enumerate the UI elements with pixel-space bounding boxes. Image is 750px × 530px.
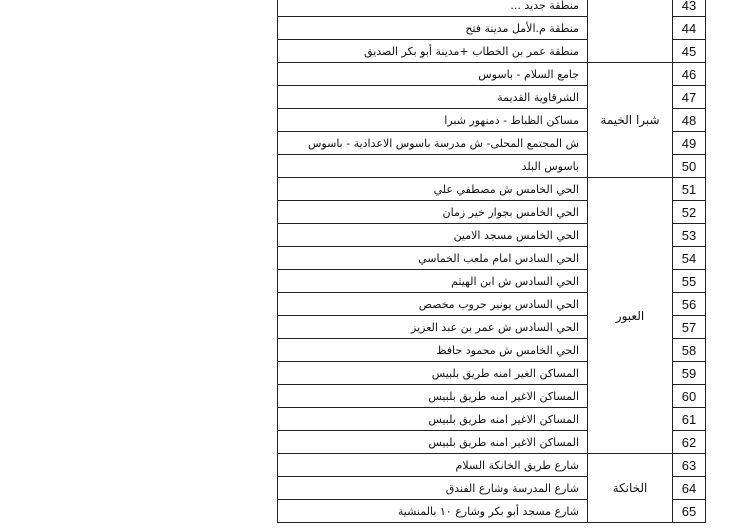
row-number: 49 [673,132,706,155]
location-cell: الحي السادس ش ابن الهيثم [278,270,588,293]
row-number: 51 [673,178,706,201]
location-cell: شارع طريق الخانكة السلام [278,454,588,477]
location-cell: الحي الخامس مسجد الامين [278,224,588,247]
location-cell: الحي السادس ش عمر بن عبد العزيز [278,316,588,339]
location-cell: المساكن الاغير امنه طريق بلبيس [278,431,588,454]
row-number: 48 [673,109,706,132]
row-number: 57 [673,316,706,339]
location-cell: الحي الخامس ش محمود حافظ [278,339,588,362]
row-number: 50 [673,155,706,178]
row-number: 45 [673,40,706,63]
location-cell: المساكن الغير امنه طريق بلبيس [278,362,588,385]
row-number: 64 [673,477,706,500]
row-number: 44 [673,17,706,40]
row-number: 54 [673,247,706,270]
locations-table [277,0,706,523]
area-al-khanka: الخانكة [588,454,673,523]
table-row [278,63,706,86]
row-number: 61 [673,408,706,431]
location-cell: شارع مسجد أبو بكر وشارع ١٠ بالمنشية [278,500,588,523]
row-number: 62 [673,431,706,454]
location-cell: الحي الخامس ش مصطفي علي [278,178,588,201]
area-cell [588,0,673,63]
location-cell: جامع السلام - باسوس [278,63,588,86]
location-cell: شارع المدرسة وشارع الفندق [278,477,588,500]
location-cell: الحي الخامس بجوار خير زمان [278,201,588,224]
row-number: 63 [673,454,706,477]
row-number: 53 [673,224,706,247]
location-cell: الشرقاوية القديمة [278,86,588,109]
row-number: 59 [673,362,706,385]
row-number: 58 [673,339,706,362]
table-row [278,178,706,201]
row-number: 60 [673,385,706,408]
row-number: 55 [673,270,706,293]
table-row [278,454,706,477]
row-number: 43 [673,0,706,17]
location-cell: المساكن الاغير امنه طريق بلبيس [278,385,588,408]
location-cell: مساكن الظباط - دمنهور شبرا [278,109,588,132]
location-cell: باسوس البلد [278,155,588,178]
location-cell: المساكن الاغير امنه طريق بلبيس [278,408,588,431]
row-number: 56 [673,293,706,316]
row-number: 46 [673,63,706,86]
row-number: 65 [673,500,706,523]
row-number: 47 [673,86,706,109]
location-cell: منطقة م.الأمل مدينة فتح [278,17,588,40]
location-cell: الحي السادس يونير جروب مخصص [278,293,588,316]
location-cell: ش المجتمع المحلى- ش مدرسة باسوس الاعدادية - باسوس [278,132,588,155]
row-number: 52 [673,201,706,224]
location-cell: منطقة عمر بن الخطاب +مدينة أبو بكر الصديق [278,40,588,63]
table-row [278,0,706,17]
location-cell: الحي السادس امام ملعب الخماسي [278,247,588,270]
area-shubra-al-khaymah: شبرا الخيمة [588,63,673,178]
location-cell: منطقة جديد ... [278,0,588,17]
area-al-obour: العبور [588,178,673,454]
